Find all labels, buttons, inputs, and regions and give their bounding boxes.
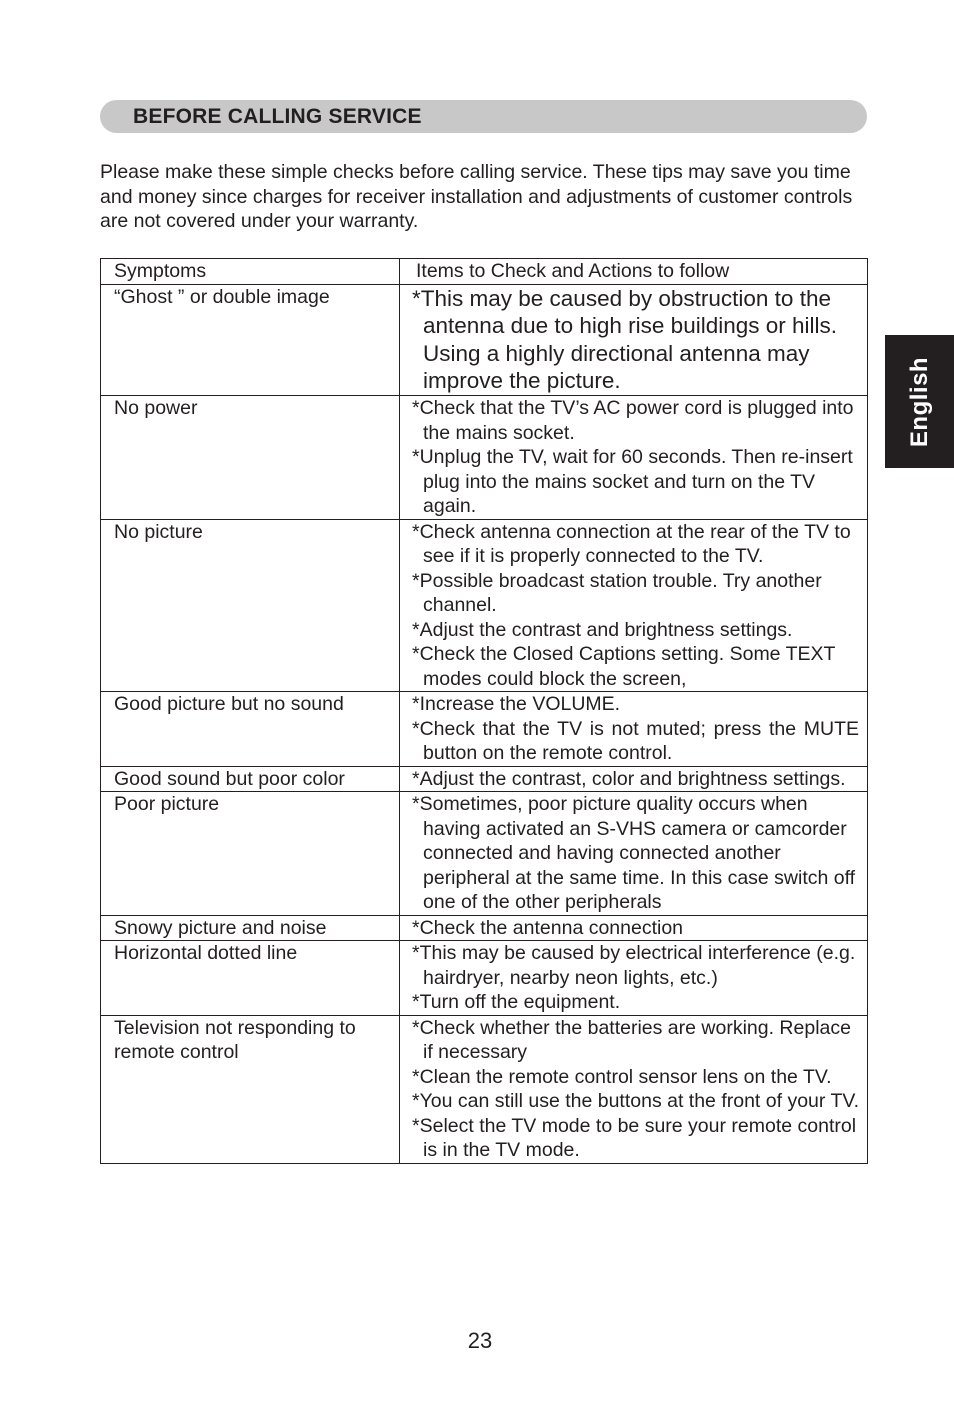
action-item: *Turn off the equipment. — [412, 991, 621, 1014]
symptom-cell: No picture — [101, 519, 400, 692]
actions-cell — [400, 692, 868, 767]
action-item: *Check antenna connection at the rear of the TV to see if it is properly connected to the TV. — [412, 520, 851, 568]
symptom-cell: Good picture but no sound — [101, 692, 400, 767]
action-item: *This may be caused by obstruction to the antenna due to high rise buildings or hills. Using a highly directional antenna may improve the picture. — [412, 286, 838, 393]
action-item: *Increase the VOLUME. — [412, 693, 621, 716]
language-label: English — [905, 356, 933, 447]
action-item: *Check that the TV is not muted; press the MUTE button on the remote control. — [412, 717, 859, 765]
symptom-cell: No power — [101, 396, 400, 520]
table-header-row — [101, 259, 868, 285]
symptom-cell: Good sound but poor color — [101, 766, 400, 792]
actions-cell — [400, 519, 868, 692]
symptom-cell: Television not responding to remote control — [101, 1015, 400, 1163]
header-symptoms: Symptoms — [101, 259, 400, 285]
action-item: *Select the TV mode to be sure your remote control is in the TV mode. — [412, 1114, 857, 1162]
intro-paragraph: Please make these simple checks before calling service. These tips may save you time and money since charges for receiver installation and adjustments of customer controls are not covered under your warranty. — [100, 161, 853, 232]
action-item: *Unplug the TV, wait for 60 seconds. Then re-insert plug into the mains socket and turn on the TV again. — [412, 446, 853, 518]
table-row — [101, 1015, 868, 1163]
action-item: *You can still use the buttons at the front of your TV. — [412, 1090, 859, 1113]
symptom-cell: Poor picture — [101, 792, 400, 916]
action-item: *Check whether the batteries are working. Replace if necessary — [412, 1016, 851, 1064]
actions-cell — [400, 792, 868, 916]
troubleshooting-table — [100, 258, 868, 1164]
language-side-tab — [885, 335, 954, 468]
actions-cell — [400, 396, 868, 520]
action-item: *Sometimes, poor picture quality occurs when having activated an S-VHS camera or camcorder connected and having connected another peripheral at the same time. In this case switch off one of the other peripherals — [412, 793, 856, 914]
table-row — [101, 396, 868, 520]
table-row — [101, 792, 868, 916]
actions-cell — [400, 285, 868, 396]
action-item: *Check the Closed Captions setting. Some TEXT modes could block the screen, — [412, 643, 836, 690]
actions-cell — [400, 941, 868, 1016]
symptom-cell: “Ghost ” or double image — [101, 285, 400, 396]
table-row — [101, 285, 868, 396]
symptom-cell: Snowy picture and noise — [101, 915, 400, 941]
action-item: *Clean the remote control sensor lens on the TV. — [412, 1065, 832, 1088]
section-header-bar — [100, 100, 867, 133]
table-row — [101, 915, 868, 941]
action-item: *Adjust the contrast, color and brightness settings. — [412, 767, 846, 790]
actions-cell — [400, 1015, 868, 1163]
action-item: *Possible broadcast station trouble. Try another channel. — [412, 569, 822, 617]
actions-cell — [400, 915, 868, 941]
table-row — [101, 519, 868, 692]
header-actions: Items to Check and Actions to follow — [400, 259, 868, 285]
section-title: BEFORE CALLING SERVICE — [133, 105, 422, 128]
table-row — [101, 941, 868, 1016]
action-item: *Check that the TV’s AC power cord is plugged into the mains socket. — [412, 397, 854, 444]
actions-cell — [400, 766, 868, 792]
table-row — [101, 766, 868, 792]
action-item: *Adjust the contrast and brightness settings. — [412, 618, 793, 641]
action-item: *This may be caused by electrical interference (e.g. hairdryer, nearby neon lights, etc.) — [412, 942, 856, 989]
page-number: 23 — [467, 1328, 493, 1353]
symptom-cell: Horizontal dotted line — [101, 941, 400, 1016]
action-item: *Check the antenna connection — [412, 916, 684, 939]
table-row — [101, 692, 868, 767]
